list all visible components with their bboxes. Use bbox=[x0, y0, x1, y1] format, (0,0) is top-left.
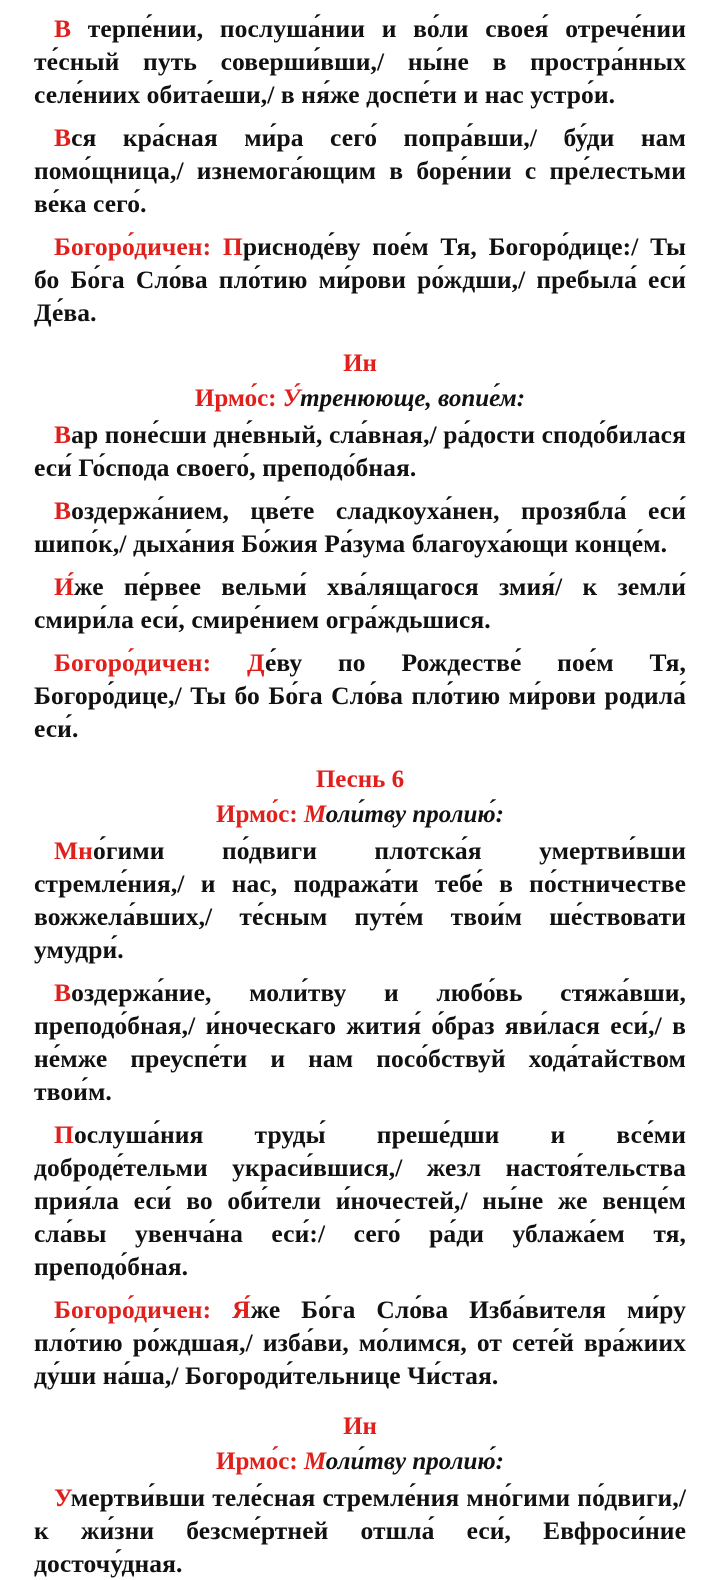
troparion-text: мертви́вши теле́сная стремле́ния мно́гими по́двиги,/ к жи́зни безсме́ртней отшла́ еси́, Евфроси́ние досточу́дная. bbox=[34, 1483, 686, 1578]
troparion-text: о́гими по́двиги плотска́я умертви́вши стремле́ния,/ и нас, подража́ти тебе́ в по́стничестве вожжела́вших,/ те́сным путе́м твои́м ше́ствовати умудри́. bbox=[34, 836, 686, 964]
irmos-incipit-text: тренююще, вопие́м: bbox=[300, 385, 526, 412]
drop-cap: П bbox=[222, 232, 243, 261]
troparion-7 bbox=[34, 976, 686, 1108]
theotokion-label: Богоро́дичен: bbox=[54, 232, 223, 261]
troparion-2 bbox=[34, 121, 686, 220]
troparion-8 bbox=[34, 1118, 686, 1283]
drop-cap: П bbox=[54, 1120, 74, 1149]
theotokion-1 bbox=[34, 230, 686, 329]
troparion-text: е́ву по Рождестве́ пое́м Тя, Богоро́дице,/ Ты бо Бо́га Сло́ва пло́тию ми́рови родила́ еси́. bbox=[34, 648, 686, 743]
troparion-1 bbox=[34, 12, 686, 111]
irmos-label: Ирмо́с: bbox=[216, 801, 304, 828]
theotokion-3 bbox=[34, 1293, 686, 1392]
irmos-line-3 bbox=[34, 1447, 686, 1477]
section-heading-ode-6: Песнь 6 bbox=[315, 766, 405, 793]
section-heading-in-1: Ин bbox=[343, 350, 377, 377]
theotokion-2 bbox=[34, 646, 686, 745]
drop-cap: Д bbox=[246, 648, 265, 677]
drop-cap: В bbox=[54, 496, 72, 525]
troparion-text: же Бо́га Сло́ва Изба́вителя ми́ру пло́тию ро́ждшая,/ изба́ви, мо́лимся, от сете́й вра́жиих ду́ши на́ша,/ Богороди́тельнице Чи́стая. bbox=[34, 1295, 686, 1390]
irmos-incipit-text: оли́тву пролию́: bbox=[325, 1448, 504, 1475]
drop-cap: У bbox=[54, 1483, 71, 1512]
drop-cap: У́ bbox=[282, 385, 301, 412]
drop-cap: В bbox=[54, 978, 72, 1007]
drop-cap: И́ bbox=[54, 572, 74, 601]
troparion-text: терпе́нии, послуша́нии и во́ли своея́ отрече́нии те́сный путь соверши́вши,/ ны́не в простра́нных селе́ниих обита́еши,/ в ня́же доспе́ти и нас устро́и. bbox=[34, 14, 686, 109]
troparion-9 bbox=[34, 1481, 686, 1580]
troparion-5 bbox=[34, 570, 686, 636]
drop-cap: Я́ bbox=[232, 1295, 251, 1324]
troparion-text: оздержа́нием, цве́те сладкоуха́нен, прозябла́ еси́ шипо́к,/ дыха́ния Бо́жия Ра́зума благоуха́ющи конце́м. bbox=[34, 496, 686, 558]
drop-cap: М bbox=[303, 1448, 326, 1475]
troparion-3 bbox=[34, 418, 686, 484]
troparion-text: рисноде́ву пое́м Тя, Богоро́дице:/ Ты бо Бо́га Сло́ва пло́тию ми́рови ро́ждши,/ пребыла́ еси́ Де́ва. bbox=[34, 232, 686, 327]
irmos-incipit bbox=[304, 801, 504, 828]
irmos-incipit bbox=[304, 1448, 504, 1475]
troparion-text: же пе́рвее вельми́ хва́лящагося змия́/ к земли́ смири́ла еси́, смире́нием огра́ждьшися. bbox=[34, 572, 686, 634]
drop-cap: Мн bbox=[54, 836, 93, 865]
irmos-line-1 bbox=[34, 384, 686, 414]
theotokion-label: Богоро́дичен: bbox=[54, 1295, 233, 1324]
troparion-6 bbox=[34, 834, 686, 966]
troparion-4 bbox=[34, 494, 686, 560]
troparion-text: оздержа́ние, моли́тву и любо́вь стяжа́вши, преподо́бная,/ и́ноческаго жития́ о́браз яви́лася еси́,/ в не́мже преуспе́ти и нам посо́бствуй хода́тайством твои́м. bbox=[34, 978, 686, 1106]
theotokion-label: Богоро́дичен: bbox=[54, 648, 247, 677]
irmos-label: Ирмо́с: bbox=[194, 385, 283, 412]
irmos-incipit bbox=[283, 385, 525, 412]
irmos-line-2 bbox=[34, 800, 686, 830]
irmos-label: Ирмо́с: bbox=[216, 1448, 304, 1475]
irmos-incipit-text: оли́тву пролию́: bbox=[325, 801, 504, 828]
drop-cap: В bbox=[54, 123, 72, 152]
troparion-text: ся кра́сная ми́ра сего́ попра́вши,/ бу́ди нам помо́щница,/ изнемога́ющим в боре́нии с пре́лестьми ве́ка сего́. bbox=[34, 123, 686, 218]
drop-cap: В bbox=[54, 420, 72, 449]
troparion-text: ослуша́ния труды́ преше́дши и все́ми доброде́тельми украси́вшися,/ жезл настоя́тельства прия́ла еси́ во оби́тели и́ночестей,/ ны́не же венце́м сла́вы увенча́на еси́:/ сего́ ра́ди ублажа́ем тя, преподо́бная. bbox=[34, 1120, 686, 1281]
section-heading-in-2: Ин bbox=[343, 1413, 377, 1440]
drop-cap: М bbox=[303, 801, 326, 828]
troparion-text: ар поне́сши дне́вный, сла́вная,/ ра́дости сподо́билася еси́ Го́спода своего́, преподо́бная. bbox=[34, 420, 686, 482]
drop-cap: В bbox=[54, 14, 72, 43]
